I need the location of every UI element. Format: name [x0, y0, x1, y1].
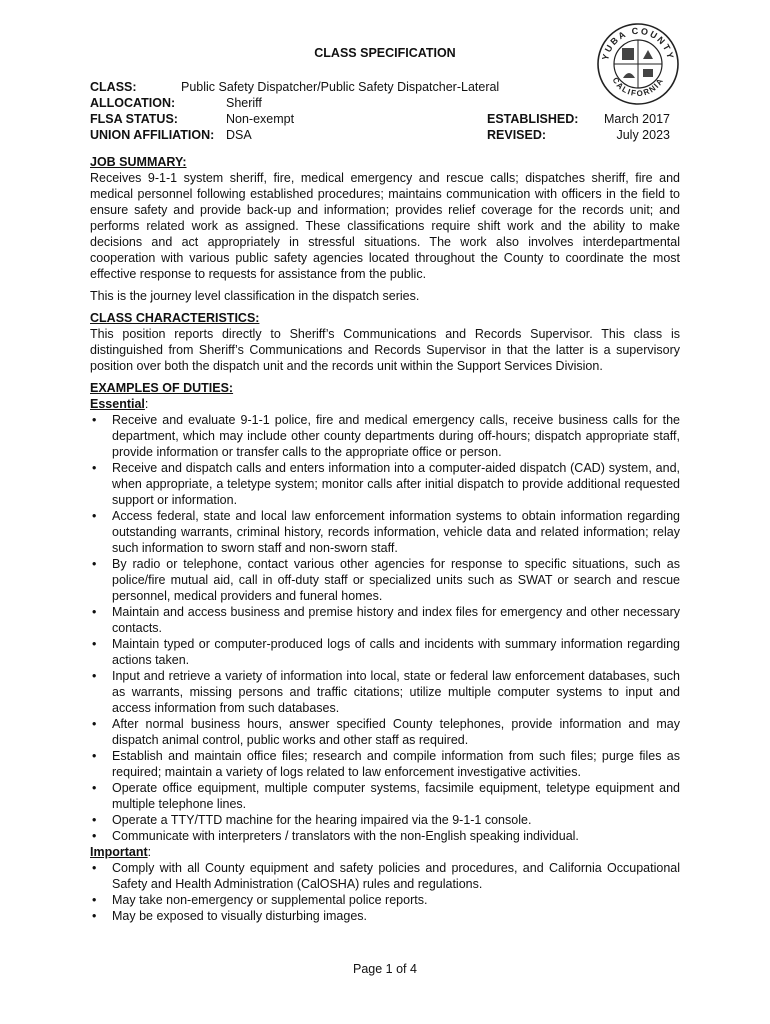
union-value: DSA [226, 128, 252, 142]
list-item: • Establish and maintain office files; research and compile information from such files; purge files as required; maintain a variety of logs related to law enforcement investigative activities. [90, 748, 680, 780]
essential-duties-list [90, 412, 680, 844]
list-item: • Communicate with interpreters / translators with the non-English speaking individual. [90, 828, 680, 844]
class-value: Public Safety Dispatcher/Public Safety Dispatcher-Lateral [181, 80, 500, 94]
list-item: • Maintain and access business and premise history and index files for emergency and other necessary contacts. [90, 604, 680, 636]
class-characteristics-heading: CLASS CHARACTERISTICS: [90, 311, 260, 325]
seal-top-text: YUBA COUNTY [600, 25, 676, 62]
established-label: ESTABLISHED: [487, 112, 579, 126]
important-duties-list [90, 860, 680, 924]
flsa-value: Non-exempt [226, 112, 295, 126]
list-item: • Input and retrieve a variety of information into local, state or federal law enforcement databases, such as warrants, missing persons and traffic citations; utilize multiple computer systems to input and access information from such databases. [90, 668, 680, 716]
document-title: CLASS SPECIFICATION [314, 46, 456, 60]
established-value: March 2017 [603, 112, 670, 126]
list-item: • Operate a TTY/TTD machine for the hearing impaired via the 9-1-1 console. [90, 812, 680, 828]
list-item: • Comply with all County equipment and safety policies and procedures, and California Occupational Safety and Health Administration (CalOSHA) rules and regulations. [90, 860, 680, 892]
class-characteristics-paragraph: This position reports directly to Sheriff’s Communications and Records Supervisor. This class is distinguished from Sheriff’s Communications and Records Supervisor in that the latter is a supervisory position over both the dispatch unit and the records unit within the Support Services Division. [90, 327, 680, 373]
list-item: • May take non-emergency or supplemental police reports. [90, 892, 680, 908]
duties-heading: EXAMPLES OF DUTIES: [90, 381, 234, 395]
allocation-label: ALLOCATION: [90, 96, 176, 110]
job-summary-paragraph: Receives 9-1-1 system sheriff, fire, medical emergency and rescue calls; dispatches sheriff, fire and medical personnel following established procedures; maintains communication with officers in the field to ensure safety and provide back-up and information; provides relief coverage for the records unit; and performs related work as assigned. These classifications require shift work and the ability to make decisions and act appropriately in stressful situations. The work also involves interdepartmental cooperation with various public safety agencies located throughout the County to coordinate the most effective response to requests for assistance from the public. [90, 171, 680, 281]
document-body [90, 154, 680, 924]
list-item: • May be exposed to visually disturbing images. [90, 908, 680, 924]
page-number: Page 1 of 4 [353, 962, 417, 976]
union-label: UNION AFFILIATION: [90, 128, 215, 142]
revised-label: REVISED: [487, 128, 547, 142]
list-item: • Operate office equipment, multiple computer systems, facsimile equipment, teletype equipment and multiple telephone lines. [90, 780, 680, 812]
list-item: • Receive and dispatch calls and enters information into a computer-aided dispatch (CAD) system, and, when appropriate, a teletype system; monitor calls after initial dispatch to provide additional requested support or information. [90, 460, 680, 508]
revised-value: July 2023 [616, 128, 670, 142]
list-item: • After normal business hours, answer specified County telephones, provide information and may dispatch animal control, public works and other staff as required. [90, 716, 680, 748]
seal-bottom-text: CALIFORNIA [610, 75, 666, 99]
county-seal-icon [596, 22, 680, 106]
essential-subheading: Essential: [90, 397, 149, 411]
class-label: CLASS: [90, 80, 137, 94]
allocation-value: Sheriff [226, 96, 262, 110]
list-item: • Access federal, state and local law enforcement information systems to obtain information regarding outstanding warrants, criminal history, records information, vehicle data and related information; relay such information to sworn staff and non-sworn staff. [90, 508, 680, 556]
list-item: • Maintain typed or computer-produced logs of calls and incidents with summary information regarding actions taken. [90, 636, 680, 668]
important-subheading: Important: [90, 845, 152, 859]
flsa-label: FLSA STATUS: [90, 112, 178, 126]
list-item: • By radio or telephone, contact various other agencies for response to specific situations, such as police/fire mutual aid, call in off-duty staff or specialized units such as SWAT or search and rescue personnel, medical providers and funeral homes. [90, 556, 680, 604]
list-item: • Receive and evaluate 9-1-1 police, fire and medical emergency calls, receive business calls for the department, which may include other county departments during off-hours; dispatch appropriate staff, provide information or transfer calls to the appropriate office or person. [90, 412, 680, 460]
job-summary-heading: JOB SUMMARY: [90, 155, 187, 169]
journey-level-paragraph: This is the journey level classification in the dispatch series. [90, 289, 420, 303]
